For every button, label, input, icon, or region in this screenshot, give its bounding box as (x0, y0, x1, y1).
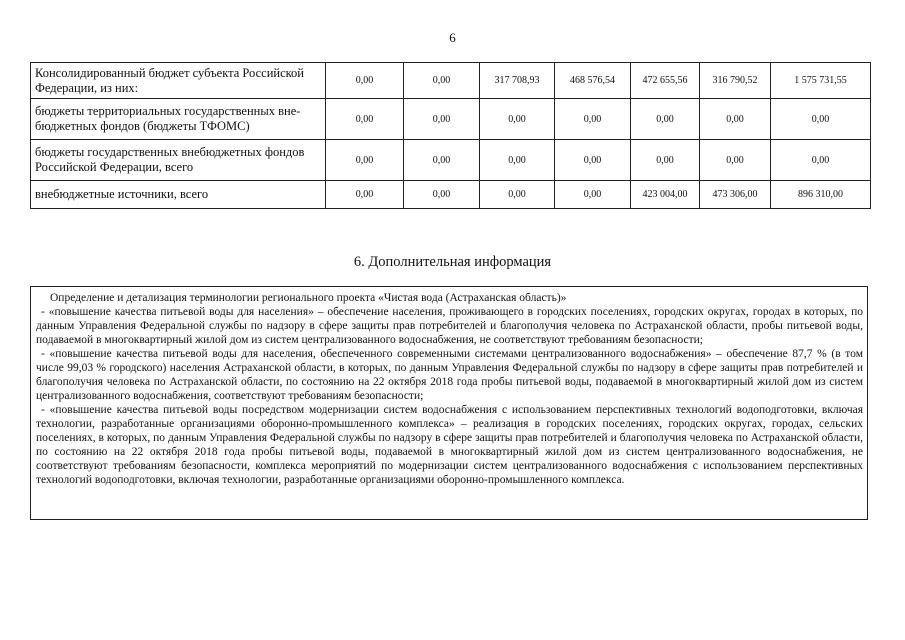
budget-table (30, 62, 871, 209)
table-cell: 316 790,52 (700, 63, 771, 99)
table-cell: 0,00 (404, 99, 480, 140)
table-cell: 0,00 (404, 140, 480, 181)
table-cell: 896 310,00 (771, 181, 871, 209)
table-cell: 0,00 (631, 140, 700, 181)
section-title: 6. Дополнительная информация (353, 254, 552, 270)
table-cell: 1 575 731,55 (771, 63, 871, 99)
table-row (31, 140, 871, 181)
table-cell: 0,00 (771, 140, 871, 181)
row-label: бюджеты государственных внебюджетных фондов Российской Федерации, всего (31, 140, 326, 181)
table-cell: 0,00 (480, 140, 555, 181)
table-cell: 473 306,00 (700, 181, 771, 209)
table-cell: 0,00 (326, 140, 404, 181)
definition-item: - «повышение качества питьевой воды посредством модернизации систем водоснабжения с использованием перспективных технологий водоподготовки, включая технологии, разработанные организациями оборонно-промышленного комплекса» – реализация в городских поселениях, городских округах, городах, сельских поселениях, в которых, по данным Управления Федеральной службы по надзору в сфере защиты прав потребителей и благополучия человека по Астраханской области, по состоянию на 22 октября 2018 года пробы питьевой воды, подаваемой в многоквартирный жилой дом из систем централизованного водоснабжения, не соответствуют требованиям безопасности, комплекса мероприятий по модернизации систем централизованного водоснабжения с использованием перспективных технологий водоподготовки, включая технологии, разработанные организациями оборонно-промышленного комплекса. (36, 404, 863, 486)
table-cell: 0,00 (480, 181, 555, 209)
row-label: бюджеты территориальных государственных вне-бюджетных фондов (бюджеты ТФОМС) (31, 99, 326, 140)
table-cell: 0,00 (555, 140, 631, 181)
page-number: 6 (449, 30, 456, 45)
table-cell: 0,00 (480, 99, 555, 140)
table-cell: 0,00 (404, 63, 480, 99)
table-cell: 317 708,93 (480, 63, 555, 99)
table-row (31, 63, 871, 99)
table-cell: 0,00 (555, 181, 631, 209)
row-label: Консолидированный бюджет субъекта Российской Федерации, из них: (31, 63, 326, 99)
table-row (31, 99, 871, 140)
table-row (31, 181, 871, 209)
info-box (30, 286, 868, 520)
table-cell: 0,00 (326, 63, 404, 99)
definition-item: - «повышение качества питьевой воды для населения, обеспеченного современными системами централизованного водоснабжения» – обеспечение 87,7 % (в том числе 99,03 % городского) населения Астраханской области, в которых, по данным Управления Федеральной службы по надзору в сфере защиты прав потребителей и благополучия человека по Астраханской области, по состоянию на 22 октября 2018 года пробы питьевой воды, подаваемой в многоквартирный жилой дом из систем централизованного водоснабжения, соответствуют требованиям безопасности; (36, 348, 863, 402)
table-cell: 0,00 (326, 181, 404, 209)
table-cell: 0,00 (771, 99, 871, 140)
row-label: внебюджетные источники, всего (31, 181, 326, 209)
table-cell: 472 655,56 (631, 63, 700, 99)
table-cell: 0,00 (700, 140, 771, 181)
table-cell: 0,00 (555, 99, 631, 140)
table-cell: 0,00 (700, 99, 771, 140)
info-heading: Определение и детализация терминологии регионального проекта «Чистая вода (Астраханская область)» (50, 292, 567, 304)
table-cell: 0,00 (631, 99, 700, 140)
table-cell: 0,00 (326, 99, 404, 140)
table-cell: 0,00 (404, 181, 480, 209)
table-cell: 423 004,00 (631, 181, 700, 209)
definition-item: - «повышение качества питьевой воды для населения» – обеспечение населения, проживающего в городских поселениях, городских округах, городах в которых, по данным Управления Федеральной службы по надзору в сфере защиты прав потребителей и благополучия человека по Астраханской области, пробы питьевой воды, подаваемой в многоквартирный жилой дом из систем централизованного водоснабжения, не соответствуют требованиям безопасности; (36, 306, 863, 346)
table-cell: 468 576,54 (555, 63, 631, 99)
